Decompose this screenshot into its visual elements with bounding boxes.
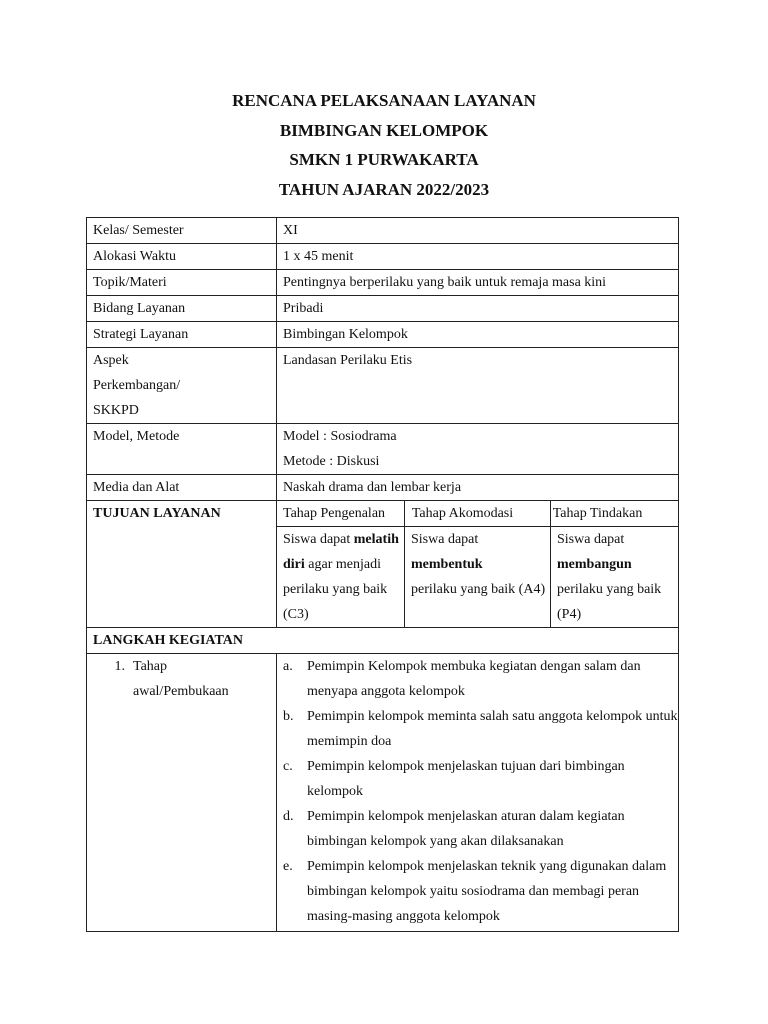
item-text: Pemimpin Kelompok membuka kegiatan dengan salam dan menyapa anggota kelompok bbox=[307, 659, 641, 699]
table-row bbox=[87, 322, 679, 348]
row-value bbox=[277, 424, 679, 475]
langkah-header-row bbox=[87, 628, 679, 654]
method-text: Metode : Diskusi bbox=[283, 454, 380, 469]
item-text: Pemimpin kelompok menjelaskan tujuan dari bimbingan kelompok bbox=[307, 759, 625, 799]
list-item bbox=[283, 704, 678, 754]
step-items-list bbox=[283, 654, 678, 929]
table-row bbox=[87, 348, 679, 424]
row-value: 1 x 45 menit bbox=[277, 244, 679, 270]
row-value: Pribadi bbox=[277, 296, 679, 322]
plan-table bbox=[86, 217, 679, 932]
tujuan-header-row bbox=[87, 501, 679, 527]
row-value: Bimbingan Kelompok bbox=[277, 322, 679, 348]
goal-verb: membentuk bbox=[411, 557, 483, 572]
item-text: Pemimpin kelompok meminta salah satu anggota kelompok untuk memimpin doa bbox=[307, 709, 678, 749]
model-text: Model : Sosiodrama bbox=[283, 429, 397, 444]
table-row bbox=[87, 218, 679, 244]
row-label: Strategi Layanan bbox=[87, 322, 277, 348]
row-label: Topik/Materi bbox=[87, 270, 277, 296]
row-label: Model, Metode bbox=[87, 424, 277, 475]
table-row bbox=[87, 475, 679, 501]
goal-verb: membangun bbox=[557, 557, 632, 572]
title-line-3: SMKN 1 PURWAKARTA bbox=[289, 150, 479, 169]
goal-post: perilaku yang baik (A4) bbox=[411, 582, 546, 597]
title-line-1: RENCANA PELAKSANAAN LAYANAN bbox=[232, 91, 536, 110]
row-label: Kelas/ Semester bbox=[87, 218, 277, 244]
document-title bbox=[0, 86, 768, 204]
row-value: Naskah drama dan lembar kerja bbox=[277, 475, 679, 501]
item-marker: c. bbox=[283, 759, 293, 774]
stage-pengenalan: Tahap Pengenalan bbox=[277, 501, 405, 527]
item-marker: d. bbox=[283, 809, 294, 824]
goal-cell bbox=[551, 527, 679, 628]
row-label: Media dan Alat bbox=[87, 475, 277, 501]
goal-cell bbox=[405, 527, 551, 628]
row-value: Landasan Perilaku Etis bbox=[277, 348, 679, 424]
row-value: Pentingnya berperilaku yang baik untuk remaja masa kini bbox=[277, 270, 679, 296]
list-item bbox=[283, 854, 678, 929]
table-row bbox=[87, 270, 679, 296]
item-marker: b. bbox=[283, 709, 294, 724]
row-label: Alokasi Waktu bbox=[87, 244, 277, 270]
table-row bbox=[87, 296, 679, 322]
tujuan-label: TUJUAN LAYANAN bbox=[87, 501, 277, 628]
goal-pre: Siswa dapat bbox=[557, 532, 625, 547]
row-value: XI bbox=[277, 218, 679, 244]
goal-cell bbox=[277, 527, 405, 628]
row-label: Aspek Perkembangan/ SKKPD bbox=[87, 348, 277, 424]
step-number: 1. bbox=[114, 659, 125, 674]
step-items-cell bbox=[277, 654, 679, 932]
goal-verb: melatih diri bbox=[283, 532, 399, 572]
row-label: Bidang Layanan bbox=[87, 296, 277, 322]
stage-tindakan: Tahap Tindakan bbox=[551, 501, 679, 527]
goal-pre: Siswa dapat bbox=[411, 532, 479, 547]
title-line-4: TAHUN AJARAN 2022/2023 bbox=[278, 179, 490, 199]
title-line-2: BIMBINGAN KELOMPOK bbox=[279, 120, 489, 140]
list-item bbox=[283, 754, 678, 804]
stage-akomodasi: Tahap Akomodasi bbox=[405, 501, 551, 527]
table-row bbox=[87, 244, 679, 270]
langkah-step-row bbox=[87, 654, 679, 932]
item-marker: e. bbox=[283, 859, 293, 874]
step-title-cell bbox=[87, 654, 277, 932]
step-title: Tahap awal/Pembukaan bbox=[133, 659, 229, 699]
item-text: Pemimpin kelompok menjelaskan teknik yang digunakan dalam bimbingan kelompok yaitu sosiodrama dan membagi peran masing-masing anggota kelompok bbox=[307, 859, 667, 924]
goal-post: agar menjadi perilaku yang baik (C3) bbox=[283, 557, 388, 622]
list-item bbox=[283, 654, 678, 704]
item-marker: a. bbox=[283, 659, 293, 674]
langkah-label: LANGKAH KEGIATAN bbox=[87, 628, 679, 654]
goal-post: perilaku yang baik (P4) bbox=[557, 582, 662, 622]
list-item bbox=[283, 804, 678, 854]
goal-pre: Siswa dapat bbox=[283, 532, 351, 547]
table-row bbox=[87, 424, 679, 475]
item-text: Pemimpin kelompok menjelaskan aturan dalam kegiatan bimbingan kelompok yang akan dilaksanakan bbox=[307, 809, 625, 849]
